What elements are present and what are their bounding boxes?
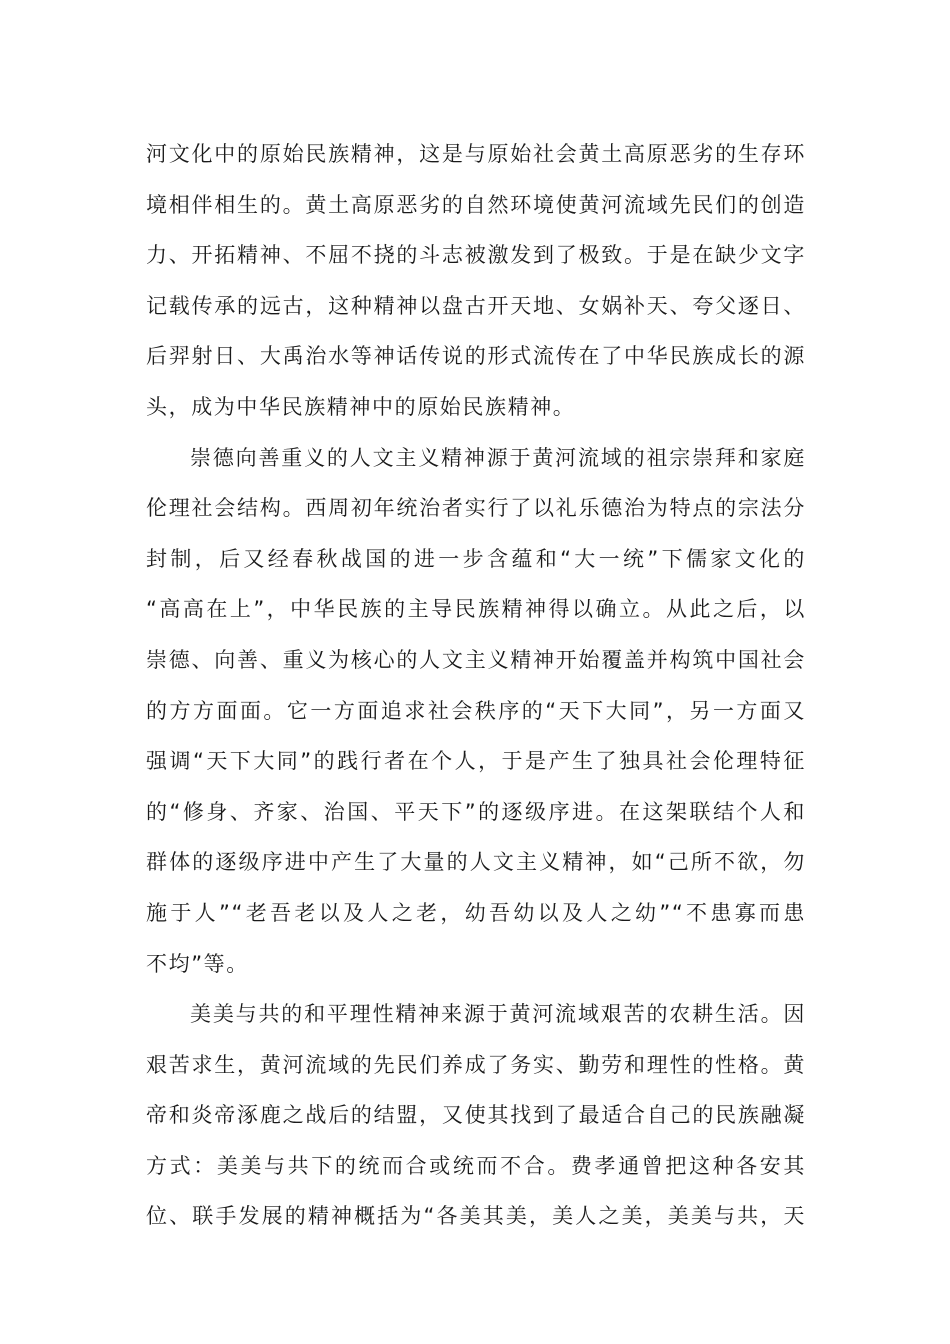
paragraph-2-line-9: 群体的逐级序进中产生了大量的人文主义精神，如“己所不欲，勿 bbox=[146, 850, 806, 875]
paragraph-3-line-3: 帝和炎帝涿鹿之战后的结盟，又使其找到了最适合自己的民族融凝 bbox=[146, 1103, 806, 1128]
paragraph-2-line-7: 强调“天下大同”的践行者在个人，于是产生了独具社会伦理特征 bbox=[146, 749, 806, 774]
paragraph-2-line-6: 的方方面面。它一方面追求社会秩序的“天下大同”，另一方面又 bbox=[146, 698, 806, 723]
paragraph-2-line-5: 崇德、向善、重义为核心的人文主义精神开始覆盖并构筑中国社会 bbox=[146, 647, 806, 672]
paragraph-2-line-4: “高高在上”，中华民族的主导民族精神得以确立。从此之后，以 bbox=[146, 597, 806, 622]
paragraph-3-line-5: 位、联手发展的精神概括为“各美其美，美人之美，美美与共，天 bbox=[146, 1204, 806, 1229]
paragraph-1-line-1: 河文化中的原始民族精神，这是与原始社会黄土高原恶劣的生存环 bbox=[146, 142, 806, 166]
paragraph-2-line-11: 不均”等。 bbox=[146, 951, 249, 976]
paragraph-1-line-2: 境相伴相生的。黄土高原恶劣的自然环境使黄河流域先民们的创造 bbox=[146, 192, 806, 217]
paragraph-1-line-4: 记载传承的远古，这种精神以盘古开天地、女娲补天、夸父逐日、 bbox=[146, 293, 806, 318]
paragraph-3-line-4: 方式：美美与共下的统而合或统而不合。费孝通曾把这种各安其 bbox=[146, 1153, 806, 1178]
paragraph-2-line-1: 崇德向善重义的人文主义精神源于黄河流域的祖宗崇拜和家庭 bbox=[190, 445, 806, 470]
paragraph-2-line-3: 封制，后又经春秋战国的进一步含蕴和“大一统”下儒家文化的 bbox=[146, 546, 806, 571]
paragraph-2-line-2: 伦理社会结构。西周初年统治者实行了以礼乐德治为特点的宗法分 bbox=[146, 496, 806, 521]
paragraph-1-line-3: 力、开拓精神、不屈不挠的斗志被激发到了极致。于是在缺少文字 bbox=[146, 243, 806, 268]
paragraph-2-line-10: 施于人”“老吾老以及人之老，幼吾幼以及人之幼”“不患寡而患 bbox=[146, 900, 806, 925]
body-text bbox=[146, 129, 806, 1242]
paragraph-3-line-1: 美美与共的和平理性精神来源于黄河流域艰苦的农耕生活。因 bbox=[190, 1002, 806, 1027]
paragraph-3-line-2: 艰苦求生，黄河流域的先民们养成了务实、勤劳和理性的性格。黄 bbox=[146, 1052, 806, 1077]
paragraph-1-line-6: 头，成为中华民族精神中的原始民族精神。 bbox=[146, 394, 576, 419]
paragraph-2-line-8: 的“修身、齐家、治国、平天下”的逐级序进。在这架联结个人和 bbox=[146, 799, 806, 824]
paragraph-1-line-5: 后羿射日、大禹治水等神话传说的形式流传在了中华民族成长的源 bbox=[146, 344, 806, 369]
